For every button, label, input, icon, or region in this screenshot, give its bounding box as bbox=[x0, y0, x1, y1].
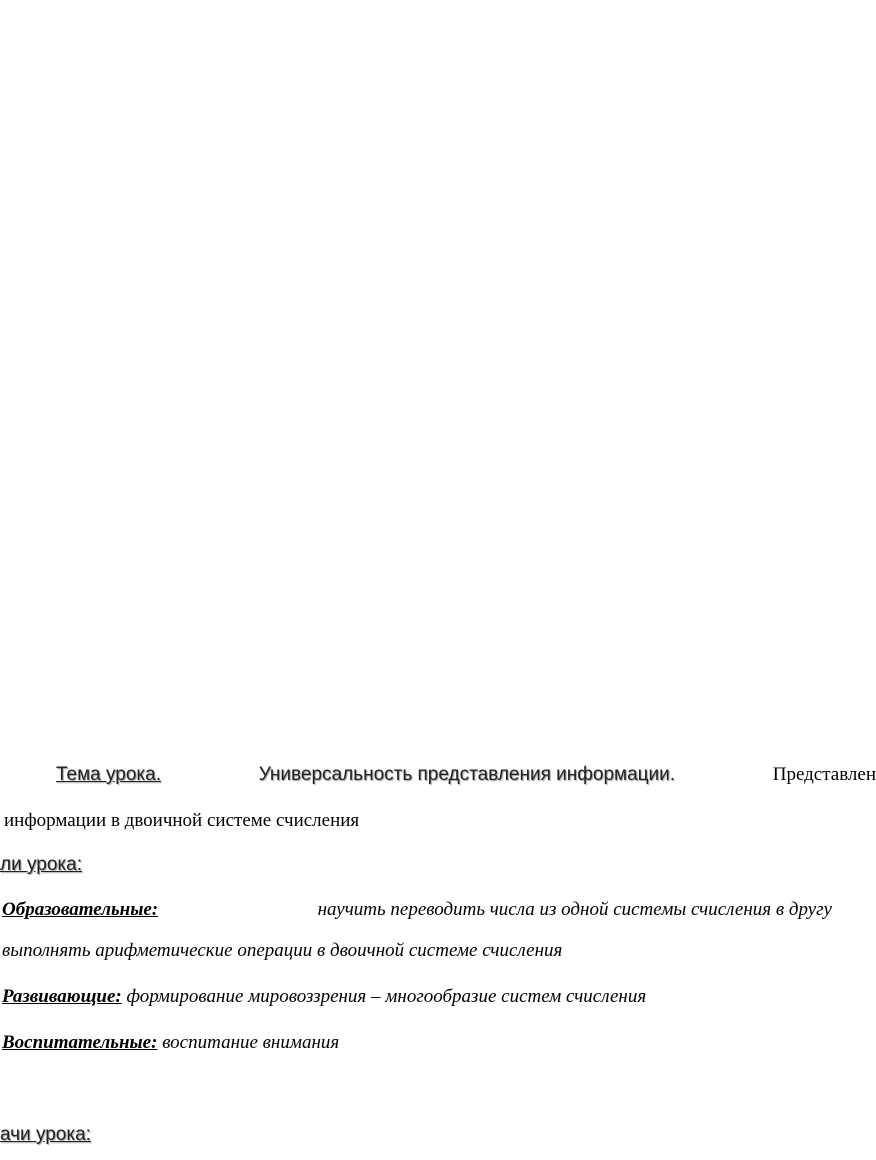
educational-goal-line bbox=[2, 898, 832, 922]
developing-goal-text: формирование мировоззрения – многообразие систем счисления bbox=[126, 986, 647, 1007]
topic-title: Универсальность представления информации. bbox=[258, 764, 676, 785]
topic-subtitle-end: информации в двоичной системе счисления bbox=[4, 810, 360, 831]
upbringing-goal-text: воспитание внимания bbox=[162, 1032, 340, 1053]
topic-subtitle-start: Представлен bbox=[772, 764, 876, 785]
goals-heading: ли урока: bbox=[0, 854, 82, 875]
developing-goal-line bbox=[2, 985, 646, 1009]
lesson-topic-line bbox=[56, 763, 876, 787]
upbringing-goal-label: Воспитательные: bbox=[2, 1032, 158, 1053]
topic-label: Тема урока. bbox=[56, 764, 162, 785]
developing-goal-label: Развивающие: bbox=[2, 986, 122, 1007]
educational-goal-label: Образовательные: bbox=[2, 899, 159, 920]
educational-goal-text: научить переводить числа из одной системы счисления в другу bbox=[317, 899, 832, 920]
educational-goal-text-cont: выполнять арифметические операции в двоичной системе счисления bbox=[2, 940, 563, 961]
tasks-heading: ачи урока: bbox=[0, 1124, 91, 1145]
upbringing-goal-line bbox=[2, 1031, 339, 1055]
